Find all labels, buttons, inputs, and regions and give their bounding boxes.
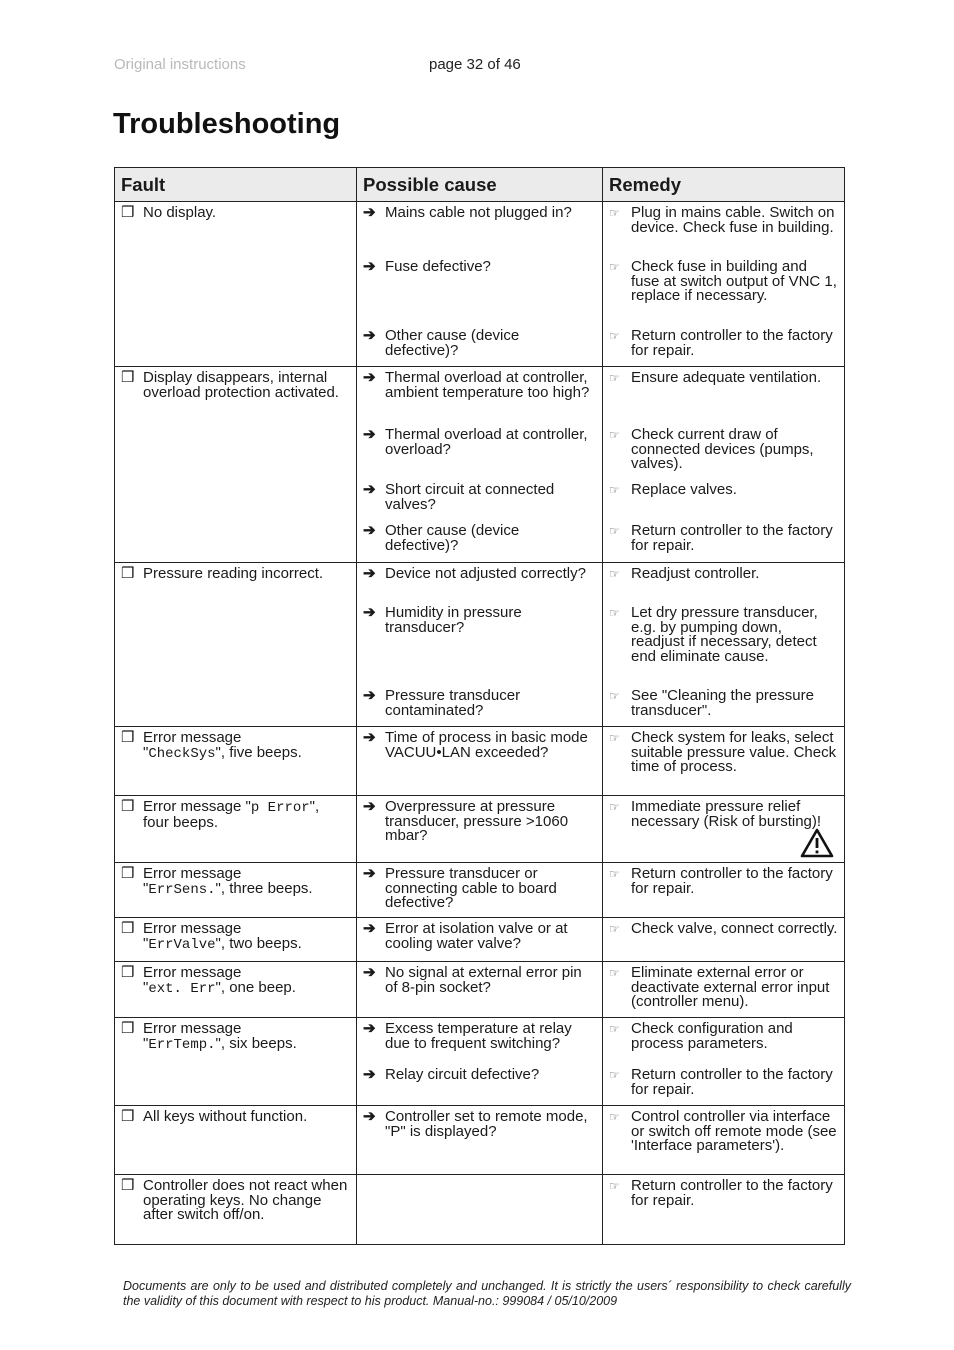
fault-cell	[115, 367, 357, 563]
table-row	[115, 367, 845, 563]
pointing-hand-icon: ☞	[609, 1110, 620, 1124]
pointing-hand-icon: ☞	[609, 567, 620, 581]
remedy-text: Check current draw of connected devices (pumps, valves).	[631, 426, 814, 472]
possible-cause-item	[363, 371, 596, 428]
possible-cause-item	[363, 922, 596, 957]
remedy-item	[609, 371, 838, 428]
arrow-right-icon: ➔	[363, 522, 376, 539]
arrow-right-icon: ➔	[363, 1020, 376, 1037]
remedy-text: Eliminate external error or deactivate external error input (controller menu).	[631, 964, 830, 1010]
table-row	[115, 1106, 845, 1175]
table-row	[115, 727, 845, 796]
possible-cause-text: Humidity in pressure transducer?	[385, 604, 522, 636]
pointing-hand-icon: ☞	[609, 867, 620, 881]
possible-cause-item	[363, 606, 596, 689]
remedy-cell	[603, 962, 845, 1018]
arrow-right-icon: ➔	[363, 920, 376, 937]
column-header-remedy: Remedy	[603, 168, 845, 202]
possible-cause-item	[363, 567, 596, 606]
remedy-item	[609, 1068, 838, 1101]
checkbox-icon: ❒	[121, 565, 135, 582]
fault-item	[121, 567, 350, 582]
remedy-item	[609, 731, 838, 791]
remedy-cell	[603, 1175, 845, 1245]
fault-text: No display.	[143, 204, 217, 221]
arrow-right-icon: ➔	[363, 687, 376, 704]
error-code: ext. Err	[148, 980, 216, 997]
remedy-text: Return controller to the factory for repair.	[631, 1177, 833, 1209]
remedy-cell	[603, 863, 845, 918]
possible-cause-item	[363, 428, 596, 483]
remedy-cell	[603, 727, 845, 796]
remedy-cell	[603, 796, 845, 863]
possible-cause-text: Fuse defective?	[385, 258, 491, 275]
remedy-item	[609, 606, 838, 689]
table-row	[115, 1018, 845, 1106]
remedy-text: Return controller to the factory for repair.	[631, 327, 833, 359]
possible-cause-text: Other cause (device defective)?	[385, 522, 520, 554]
pointing-hand-icon: ☞	[609, 731, 620, 745]
fault-item	[121, 867, 350, 897]
possible-cause-item	[363, 966, 596, 1013]
arrow-right-icon: ➔	[363, 369, 376, 386]
remedy-item	[609, 689, 838, 722]
fault-text: Error message "ErrTemp.", six beeps.	[143, 1020, 297, 1053]
remedy-text: Return controller to the factory for repair.	[631, 522, 833, 554]
remedy-text: Check valve, connect correctly.	[631, 920, 838, 937]
remedy-item	[609, 1110, 838, 1170]
page-number: page 32 of 46	[429, 56, 521, 73]
possible-cause-item	[363, 206, 596, 260]
pointing-hand-icon: ☞	[609, 1068, 620, 1082]
table-row	[115, 1175, 845, 1245]
arrow-right-icon: ➔	[363, 964, 376, 981]
possible-cause-item	[363, 483, 596, 524]
fault-text: Error message "p Error", four beeps.	[143, 798, 320, 831]
possible-cause-text: Overpressure at pressure transducer, pressure >1060 mbar?	[385, 798, 569, 844]
fault-cell	[115, 796, 357, 863]
possible-cause-text: Time of process in basic mode VACUU•LAN exceeded?	[385, 729, 588, 761]
remedy-item	[609, 206, 838, 260]
pointing-hand-icon: ☞	[609, 524, 620, 538]
possible-cause-text: Mains cable not plugged in?	[385, 204, 572, 221]
fault-text: Error message "CheckSys", five beeps.	[143, 729, 302, 762]
checkbox-icon: ❒	[121, 369, 135, 386]
fault-text: Display disappears, internal overload protection activated.	[143, 369, 339, 401]
fault-text: Controller does not react when operating keys. No change after switch off/on.	[143, 1177, 348, 1223]
possible-cause-text: Error at isolation valve or at cooling water valve?	[385, 920, 568, 952]
remedy-text: Return controller to the factory for repair.	[631, 1066, 833, 1098]
remedy-text: Control controller via interface or switch off remote mode (see 'Interface parameters').	[631, 1108, 837, 1154]
possible-cause-item	[363, 1068, 596, 1101]
fault-cell	[115, 962, 357, 1018]
possible-cause-text: No signal at external error pin of 8-pin socket?	[385, 964, 582, 996]
pointing-hand-icon: ☞	[609, 922, 620, 936]
remedy-cell	[603, 1106, 845, 1175]
document-status-label: Original instructions	[114, 56, 246, 73]
possible-cause-text: Thermal overload at controller, overload?	[385, 426, 588, 458]
possible-cause-cell	[357, 796, 603, 863]
possible-cause-text: Short circuit at connected valves?	[385, 481, 555, 513]
remedy-item	[609, 483, 838, 524]
remedy-cell	[603, 1018, 845, 1106]
remedy-text: Check configuration and process parameters.	[631, 1020, 793, 1052]
fault-text: Error message "ErrValve", two beeps.	[143, 920, 302, 953]
remedy-cell	[603, 202, 845, 367]
remedy-text: Readjust controller.	[631, 565, 760, 582]
checkbox-icon: ❒	[121, 1020, 135, 1037]
possible-cause-text: Excess temperature at relay due to frequent switching?	[385, 1020, 572, 1052]
fault-text: Error message "ErrSens.", three beeps.	[143, 865, 313, 898]
arrow-right-icon: ➔	[363, 604, 376, 621]
remedy-item	[609, 567, 838, 606]
fault-cell	[115, 727, 357, 796]
possible-cause-item	[363, 800, 596, 850]
arrow-right-icon: ➔	[363, 1066, 376, 1083]
possible-cause-cell	[357, 918, 603, 962]
fault-cell	[115, 202, 357, 367]
remedy-text: Check system for leaks, select suitable pressure value. Check time of process.	[631, 729, 837, 775]
pointing-hand-icon: ☞	[609, 606, 620, 620]
column-header-possible-cause: Possible cause	[357, 168, 603, 202]
fault-item	[121, 800, 350, 830]
remedy-item	[609, 524, 838, 558]
pointing-hand-icon: ☞	[609, 1022, 620, 1036]
possible-cause-cell	[357, 202, 603, 367]
fault-item	[121, 1110, 350, 1125]
possible-cause-text: Pressure transducer or connecting cable to board defective?	[385, 865, 557, 911]
pointing-hand-icon: ☞	[609, 260, 620, 274]
fault-item	[121, 1022, 350, 1052]
column-header-fault: Fault	[115, 168, 357, 202]
pointing-hand-icon: ☞	[609, 1179, 620, 1193]
possible-cause-cell	[357, 962, 603, 1018]
remedy-item	[609, 428, 838, 483]
pointing-hand-icon: ☞	[609, 329, 620, 343]
possible-cause-text: Thermal overload at controller, ambient temperature too high?	[385, 369, 590, 401]
possible-cause-cell	[357, 1018, 603, 1106]
fault-item	[121, 966, 350, 996]
remedy-cell	[603, 918, 845, 962]
remedy-text: Replace valves.	[631, 481, 737, 498]
remedy-item	[609, 867, 838, 913]
possible-cause-item	[363, 731, 596, 791]
arrow-right-icon: ➔	[363, 865, 376, 882]
fault-text: Pressure reading incorrect.	[143, 565, 324, 582]
pointing-hand-icon: ☞	[609, 428, 620, 442]
fault-item	[121, 731, 350, 761]
arrow-right-icon: ➔	[363, 481, 376, 498]
possible-cause-text: Device not adjusted correctly?	[385, 565, 586, 582]
table-row	[115, 863, 845, 918]
possible-cause-text: Other cause (device defective)?	[385, 327, 520, 359]
checkbox-icon: ❒	[121, 729, 135, 746]
possible-cause-item	[363, 260, 596, 329]
possible-cause-item	[363, 1179, 596, 1240]
pointing-hand-icon: ☞	[609, 483, 620, 497]
remedy-item	[609, 922, 838, 957]
table-header-row	[115, 168, 845, 202]
possible-cause-item	[363, 689, 596, 722]
pointing-hand-icon: ☞	[609, 371, 620, 385]
troubleshooting-table	[114, 167, 845, 1245]
possible-cause-text: Controller set to remote mode, "P" is displayed?	[385, 1108, 588, 1140]
fault-cell	[115, 563, 357, 727]
possible-cause-item	[363, 524, 596, 558]
remedy-item	[609, 1179, 838, 1240]
remedy-text: Let dry pressure transducer, e.g. by pumping down, readjust if necessary, detect end eliminate cause.	[631, 604, 818, 665]
table-row	[115, 918, 845, 962]
arrow-right-icon: ➔	[363, 327, 376, 344]
possible-cause-item	[363, 867, 596, 913]
possible-cause-cell	[357, 1106, 603, 1175]
pointing-hand-icon: ☞	[609, 206, 620, 220]
fault-item	[121, 922, 350, 952]
warning-triangle-icon	[609, 828, 834, 858]
remedy-cell	[603, 367, 845, 563]
fault-text: Error message "ext. Err", one beep.	[143, 964, 296, 997]
remedy-text: Ensure adequate ventilation.	[631, 369, 822, 386]
possible-cause-item	[363, 329, 596, 362]
remedy-text: See "Cleaning the pressure transducer".	[631, 687, 814, 719]
remedy-text: Immediate pressure relief necessary (Risk of bursting)!	[631, 798, 822, 830]
arrow-right-icon: ➔	[363, 204, 376, 221]
fault-cell	[115, 1106, 357, 1175]
pointing-hand-icon: ☞	[609, 689, 620, 703]
fault-text: All keys without function.	[143, 1108, 308, 1125]
remedy-cell	[603, 563, 845, 727]
pointing-hand-icon: ☞	[609, 800, 620, 814]
arrow-right-icon: ➔	[363, 258, 376, 275]
arrow-right-icon: ➔	[363, 1108, 376, 1125]
pointing-hand-icon: ☞	[609, 966, 620, 980]
remedy-text: Plug in mains cable. Switch on device. Check fuse in building.	[631, 204, 835, 236]
arrow-right-icon: ➔	[363, 565, 376, 582]
arrow-right-icon: ➔	[363, 729, 376, 746]
checkbox-icon: ❒	[121, 964, 135, 981]
checkbox-icon: ❒	[121, 1177, 135, 1194]
fault-item	[121, 371, 350, 400]
checkbox-icon: ❒	[121, 204, 135, 221]
fault-cell	[115, 1175, 357, 1245]
remedy-item	[609, 329, 838, 362]
table-row	[115, 962, 845, 1018]
remedy-item	[609, 1022, 838, 1068]
remedy-text: Return controller to the factory for repair.	[631, 865, 833, 897]
arrow-right-icon: ➔	[363, 426, 376, 443]
table-row	[115, 202, 845, 367]
checkbox-icon: ❒	[121, 798, 135, 815]
table-row	[115, 563, 845, 727]
footer-disclaimer: Documents are only to be used and distributed completely and unchanged. It is strictly the users´ responsibility to check carefully the validity of this document with respect to his product. Manual-no.: 999084 / 05/10/2009	[123, 1279, 851, 1308]
error-code: ErrTemp.	[148, 1036, 216, 1053]
possible-cause-item	[363, 1022, 596, 1068]
possible-cause-cell	[357, 863, 603, 918]
fault-item	[121, 1179, 350, 1223]
fault-cell	[115, 1018, 357, 1106]
fault-item	[121, 206, 350, 221]
page-title: Troubleshooting	[113, 108, 341, 140]
checkbox-icon: ❒	[121, 865, 135, 882]
possible-cause-cell	[357, 1175, 603, 1245]
possible-cause-item	[363, 1110, 596, 1170]
possible-cause-cell	[357, 563, 603, 727]
checkbox-icon: ❒	[121, 1108, 135, 1125]
arrow-right-icon: ➔	[363, 798, 376, 815]
fault-cell	[115, 918, 357, 962]
error-code: CheckSys	[148, 745, 216, 762]
possible-cause-cell	[357, 367, 603, 563]
possible-cause-text: Pressure transducer contaminated?	[385, 687, 521, 719]
remedy-item	[609, 966, 838, 1013]
error-code: ErrValve	[148, 936, 216, 953]
checkbox-icon: ❒	[121, 920, 135, 937]
possible-cause-cell	[357, 727, 603, 796]
fault-cell	[115, 863, 357, 918]
table-row	[115, 796, 845, 863]
error-code: p Error	[250, 800, 310, 816]
error-code: ErrSens.	[148, 881, 216, 898]
possible-cause-text: Relay circuit defective?	[385, 1066, 540, 1083]
remedy-text: Check fuse in building and fuse at switch output of VNC 1, replace if necessary.	[631, 258, 837, 304]
remedy-item	[609, 260, 838, 329]
